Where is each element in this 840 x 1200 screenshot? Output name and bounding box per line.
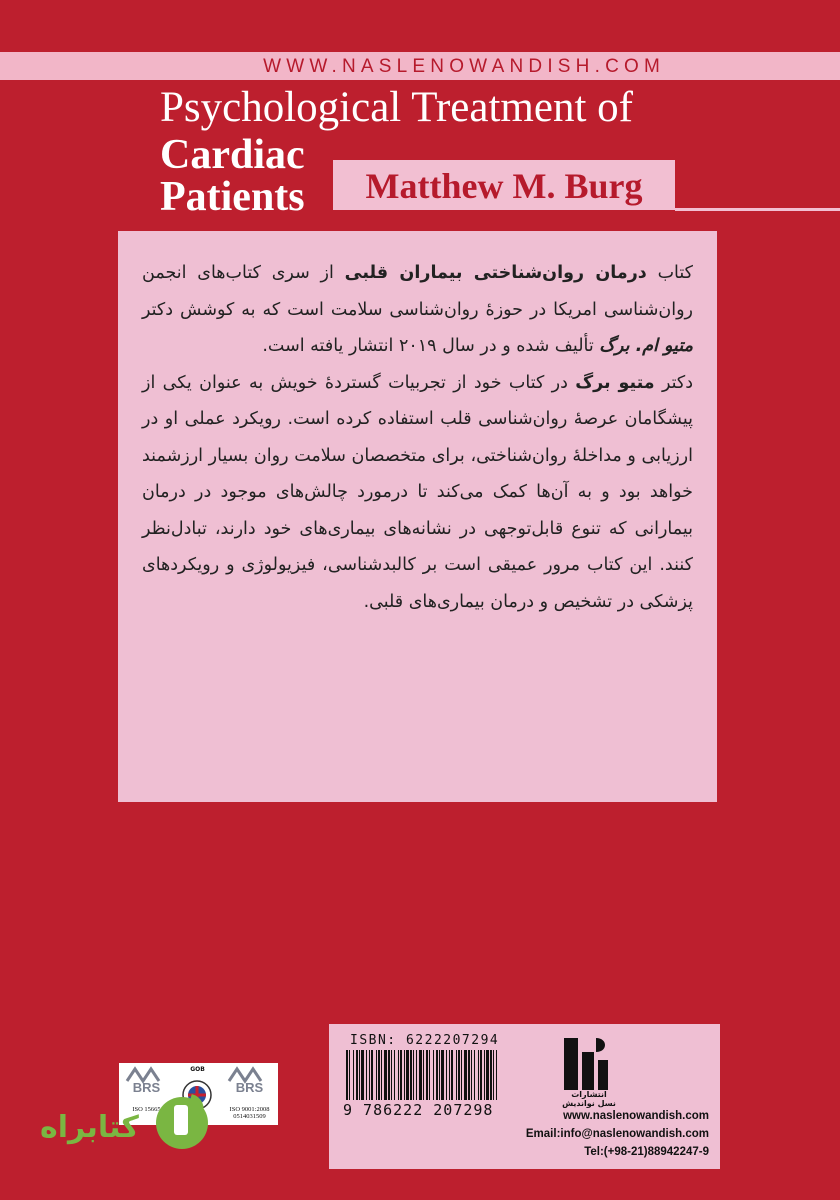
iso-line1: ISO 9001:2008: [229, 1106, 270, 1113]
brs-label: BRS: [235, 1080, 264, 1095]
barcode-bar: [461, 1050, 462, 1100]
barcode-number: 9 786222 207298: [343, 1101, 494, 1119]
barcode-bar: [451, 1050, 453, 1100]
barcode-bar: [406, 1050, 409, 1100]
barcode-bar: [353, 1050, 354, 1100]
barcode-bar: [446, 1050, 447, 1100]
barcode-bar: [346, 1050, 348, 1100]
barcode-bar: [436, 1050, 438, 1100]
ketabrah-logo-text: کتابراه: [40, 1110, 139, 1145]
desc-text: از سری کتاب‌های انجمن روان‌شناسی امریکا در حوزۀ روان‌شناسی سلامت است که به کوشش دکتر: [142, 263, 693, 320]
barcode-bar: [356, 1050, 358, 1100]
barcode-bar: [464, 1050, 467, 1100]
description-paragraph-1: [142, 255, 693, 365]
barcode-bar: [384, 1050, 387, 1100]
barcode-bar: [423, 1050, 424, 1100]
publisher-website: www.naslenowandish.com: [563, 1110, 709, 1122]
publisher-email: Email:info@naslenowandish.com: [525, 1128, 709, 1140]
barcode-bar: [474, 1050, 475, 1100]
description-panel: [118, 231, 717, 802]
barcode-bar: [441, 1050, 444, 1100]
barcode-bar: [410, 1050, 412, 1100]
barcode-bar: [381, 1050, 382, 1100]
barcode-bar: [391, 1050, 392, 1100]
brs-label: BRS: [132, 1080, 161, 1095]
barcode-bar: [359, 1050, 360, 1100]
barcode-bar: [496, 1050, 497, 1100]
barcode-bar: [493, 1050, 494, 1100]
book-title-fa: درمان روان‌شناختی بیماران قلبی: [344, 263, 647, 283]
book-title-line2: Cardiac: [160, 132, 305, 178]
barcode-bar: [480, 1050, 482, 1100]
publisher-logo-icon: [562, 1034, 610, 1094]
barcode-bar: [388, 1050, 390, 1100]
barcode-bar: [361, 1050, 364, 1100]
barcode: [344, 1050, 500, 1100]
barcode-bar: [449, 1050, 450, 1100]
author-name: Matthew M. Burg: [333, 160, 675, 210]
barcode-bar: [486, 1050, 489, 1100]
website-url: WWW.NASLENOWANDISH.COM: [263, 56, 665, 77]
barcode-bar: [426, 1050, 428, 1100]
barcode-bar: [439, 1050, 440, 1100]
barcode-bar: [400, 1050, 402, 1100]
book-title-line3: Patients: [160, 174, 305, 220]
isbn-label: ISBN: 6222207294: [350, 1033, 500, 1048]
book-title-line1: Psychological Treatment of: [160, 84, 633, 131]
publisher-name-fa: [560, 1090, 618, 1108]
barcode-bar: [413, 1050, 414, 1100]
barcode-bar: [349, 1050, 350, 1100]
desc-text: دکتر: [654, 372, 693, 393]
publisher-phone: Tel:(+98-21)88942247-9: [584, 1146, 709, 1158]
barcode-bar: [433, 1050, 434, 1100]
barcode-bar: [471, 1050, 472, 1100]
barcode-bar: [376, 1050, 377, 1100]
publisher-name-line2: نسل نواندیش: [562, 1099, 616, 1108]
barcode-bar: [398, 1050, 399, 1100]
author-underline: [675, 208, 840, 211]
barcode-bar: [456, 1050, 457, 1100]
barcode-bar: [394, 1050, 395, 1100]
barcode-bar: [371, 1050, 373, 1100]
desc-text: در کتاب خود از تجربیات گستردۀ خویش به عنوان یکی از پیشگامان عرصۀ روان‌شناسی قلب استفاده کرده است. رویکرد عملی او در ارزیابی و مداخلۀ روان‌شناختی، برای متخصصان سلامت روان بسیار ارزشمند خواهد بود و به آن‌ها کمک می‌کند تا درمورد چالش‌های موجود در درمان بیمارانی که تنوع قابل‌توجهی در نشانه‌های بیماری‌های خود دارند، تبادل‌نظر کنند. این کتاب مرور عمیقی است بر کالبدشناسی، فیزیولوژی و رویکردهای پزشکی در تشخیص و درمان بیماری‌های قلبی.: [142, 372, 693, 612]
barcode-bar: [419, 1050, 422, 1100]
publisher-name-line1: انتشارات: [571, 1090, 607, 1099]
iso-line2: 0514031509: [233, 1113, 266, 1120]
barcode-bar: [478, 1050, 479, 1100]
barcode-bar: [369, 1050, 370, 1100]
gob-label: GOB: [190, 1066, 205, 1073]
author-name-fa: متیو ام. برگ: [599, 336, 693, 356]
barcode-bar: [458, 1050, 460, 1100]
barcode-bar: [378, 1050, 380, 1100]
desc-text: تألیف شده و در سال ۲۰۱۹ انتشار یافته است.: [262, 336, 600, 356]
author-name-fa: متیو برگ: [575, 372, 655, 393]
barcode-bar: [490, 1050, 492, 1100]
barcode-bar: [468, 1050, 470, 1100]
barcode-bar: [366, 1050, 367, 1100]
description-paragraph-2: [142, 365, 693, 621]
barcode-bar: [416, 1050, 417, 1100]
barcode-bar: [404, 1050, 405, 1100]
barcode-bar: [484, 1050, 485, 1100]
desc-text: کتاب: [646, 263, 693, 283]
iso-label: ISO 15665: [132, 1106, 161, 1113]
barcode-bar: [429, 1050, 430, 1100]
